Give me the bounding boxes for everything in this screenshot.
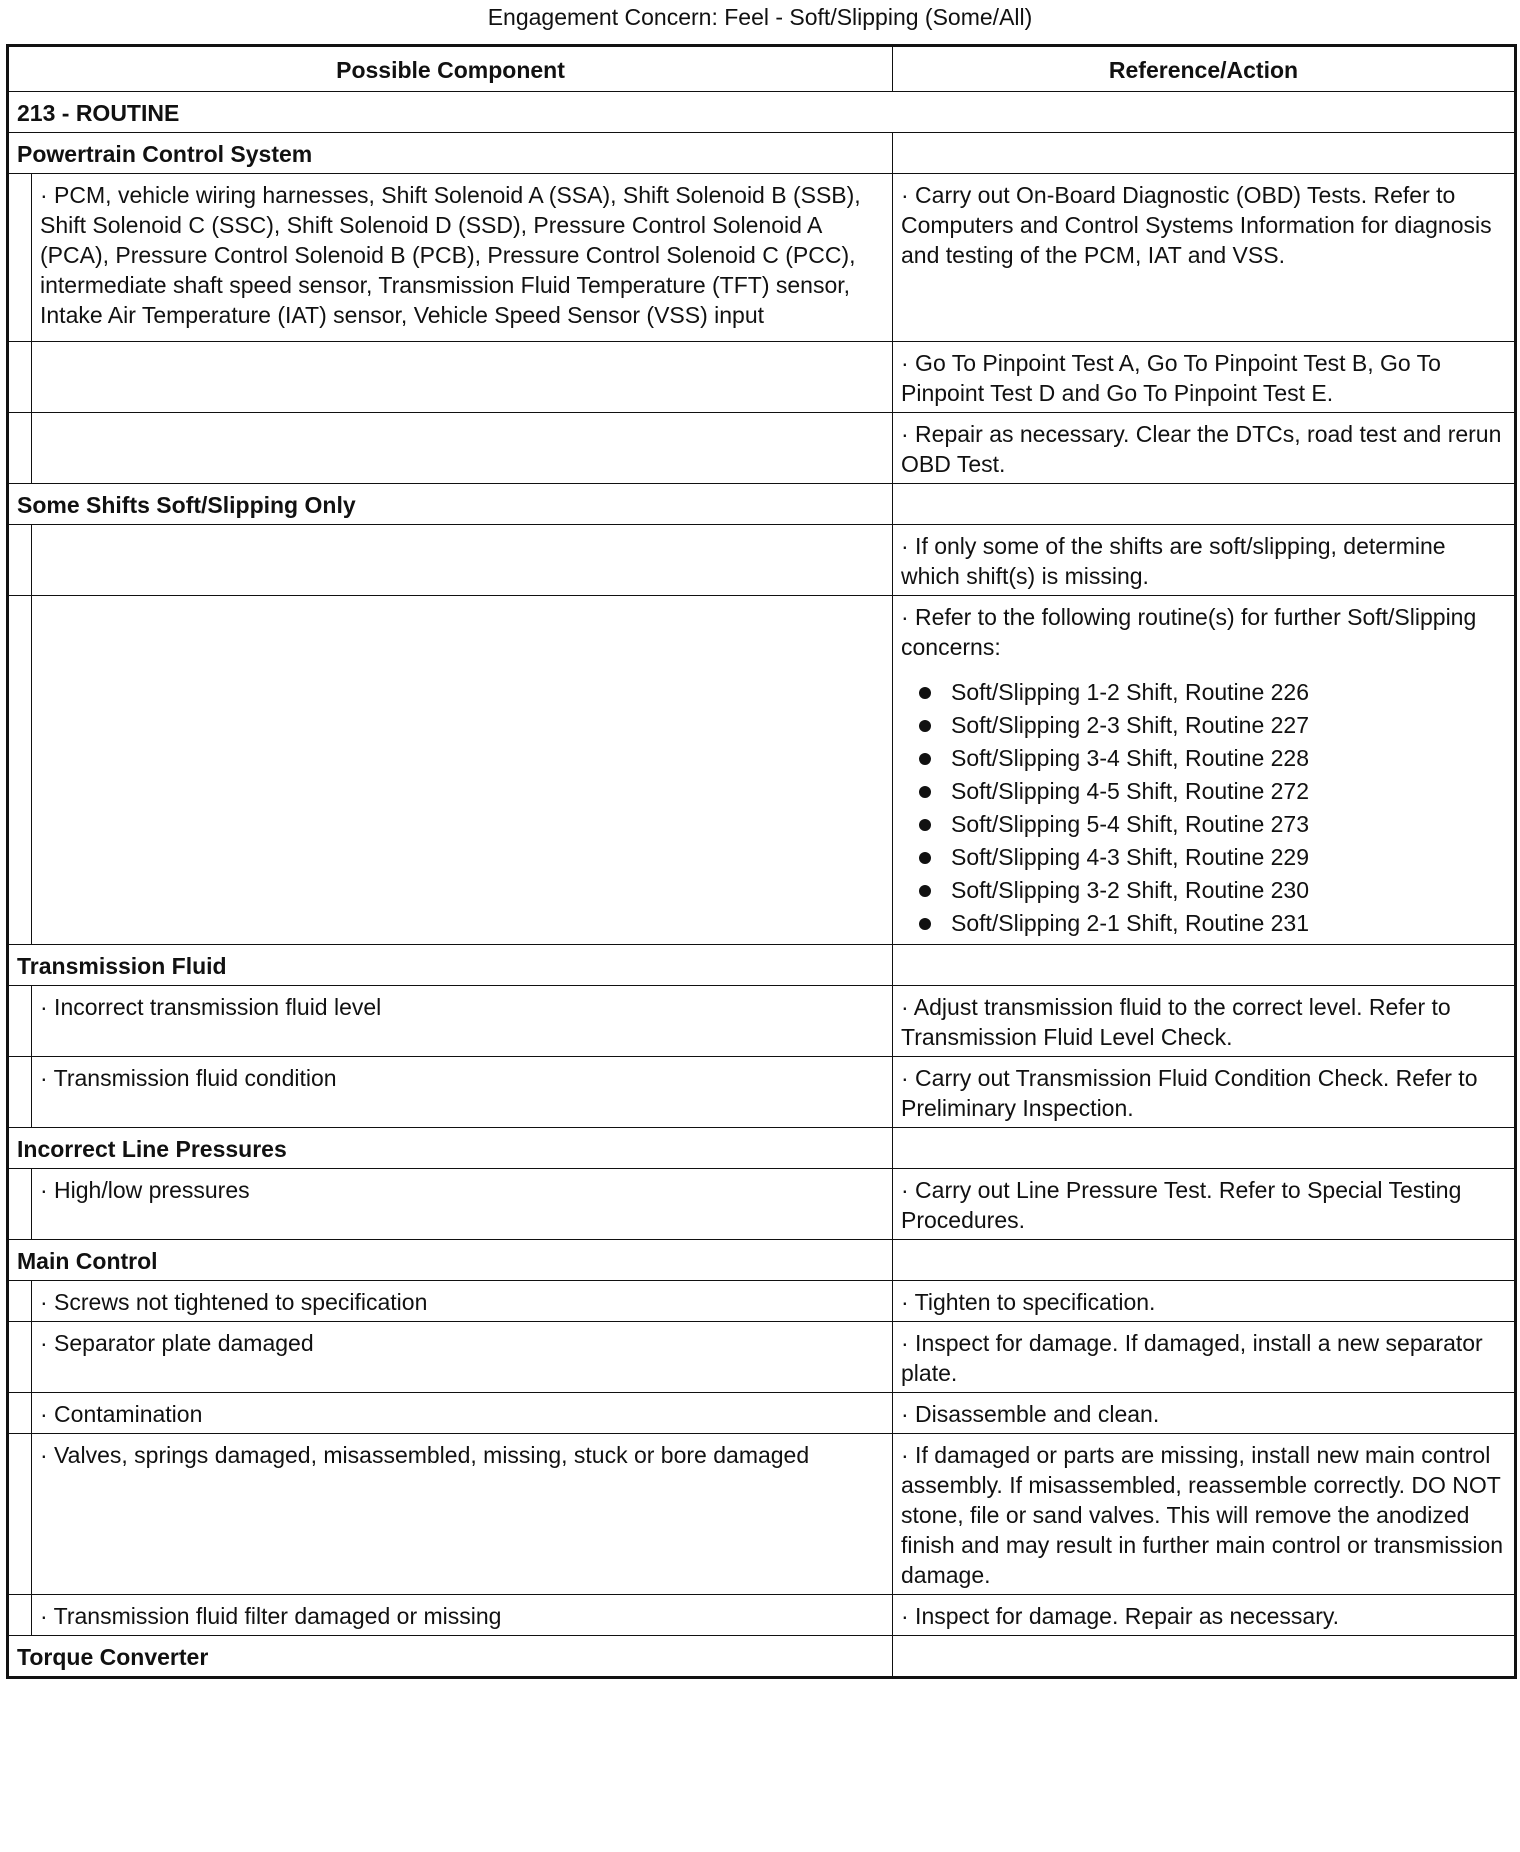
indent-cell bbox=[8, 1434, 32, 1595]
table-row bbox=[8, 342, 1516, 413]
table-row bbox=[8, 986, 1516, 1057]
list-item: Soft/Slipping 2-1 Shift, Routine 231 bbox=[915, 907, 1506, 940]
empty-cell bbox=[893, 945, 1516, 986]
indent-cell bbox=[8, 1057, 32, 1128]
bullet-icon bbox=[919, 720, 931, 732]
section-heading-fluid: Transmission Fluid bbox=[8, 945, 893, 986]
section-row bbox=[8, 1636, 1516, 1678]
empty-cell bbox=[893, 133, 1516, 174]
component-cell: · Separator plate damaged bbox=[32, 1322, 893, 1393]
bullet-icon bbox=[919, 786, 931, 798]
indent-cell bbox=[8, 413, 32, 484]
header-possible-component: Possible Component bbox=[8, 46, 893, 92]
table-row bbox=[8, 1281, 1516, 1322]
indent-cell bbox=[8, 1322, 32, 1393]
indent-cell bbox=[8, 1281, 32, 1322]
routine-number: 213 - ROUTINE bbox=[8, 92, 1516, 133]
table-row bbox=[8, 1434, 1516, 1595]
component-cell: · Transmission fluid filter damaged or missing bbox=[32, 1595, 893, 1636]
action-cell: · Carry out Transmission Fluid Condition Check. Refer to Preliminary Inspection. bbox=[893, 1057, 1516, 1128]
component-cell: · Screws not tightened to specification bbox=[32, 1281, 893, 1322]
table-row bbox=[8, 1322, 1516, 1393]
action-cell: · If damaged or parts are missing, install new main control assembly. If misassembled, reassemble correctly. DO NOT stone, file or sand valves. This will remove the anodized finish and may result in further main control or transmission damage. bbox=[893, 1434, 1516, 1595]
list-item: Soft/Slipping 2-3 Shift, Routine 227 bbox=[915, 709, 1506, 742]
indent-cell bbox=[8, 1393, 32, 1434]
table-row bbox=[8, 1057, 1516, 1128]
bullet-icon bbox=[919, 918, 931, 930]
action-cell bbox=[893, 596, 1516, 945]
action-cell: · If only some of the shifts are soft/slipping, determine which shift(s) is missing. bbox=[893, 525, 1516, 596]
table-row bbox=[8, 174, 1516, 342]
list-item: Soft/Slipping 3-2 Shift, Routine 230 bbox=[915, 874, 1506, 907]
table-row bbox=[8, 1169, 1516, 1240]
action-cell: · Tighten to specification. bbox=[893, 1281, 1516, 1322]
page-title: Engagement Concern: Feel - Soft/Slipping (Some/All) bbox=[487, 4, 1033, 30]
section-heading-torque-converter: Torque Converter bbox=[8, 1636, 893, 1678]
component-cell: · Transmission fluid condition bbox=[32, 1057, 893, 1128]
table-row bbox=[8, 525, 1516, 596]
bullet-icon bbox=[919, 819, 931, 831]
header-row bbox=[8, 46, 1516, 92]
action-cell: · Adjust transmission fluid to the correct level. Refer to Transmission Fluid Level Check. bbox=[893, 986, 1516, 1057]
indent-cell bbox=[8, 1595, 32, 1636]
empty-cell bbox=[32, 525, 893, 596]
action-cell: · Inspect for damage. If damaged, install a new separator plate. bbox=[893, 1322, 1516, 1393]
list-item: Soft/Slipping 4-5 Shift, Routine 272 bbox=[915, 775, 1506, 808]
action-cell: · Inspect for damage. Repair as necessary. bbox=[893, 1595, 1516, 1636]
empty-cell bbox=[32, 596, 893, 945]
component-cell: · High/low pressures bbox=[32, 1169, 893, 1240]
bullet-icon bbox=[919, 885, 931, 897]
indent-cell bbox=[8, 1169, 32, 1240]
action-cell: · Go To Pinpoint Test A, Go To Pinpoint Test B, Go To Pinpoint Test D and Go To Pinpoint Test E. bbox=[893, 342, 1516, 413]
list-item: Soft/Slipping 1-2 Shift, Routine 226 bbox=[915, 676, 1506, 709]
bullet-icon bbox=[919, 753, 931, 765]
routine-list bbox=[901, 676, 1506, 940]
component-cell: · Incorrect transmission fluid level bbox=[32, 986, 893, 1057]
diagnostic-table bbox=[6, 44, 1517, 1679]
component-cell: · Contamination bbox=[32, 1393, 893, 1434]
action-cell: · Repair as necessary. Clear the DTCs, road test and rerun OBD Test. bbox=[893, 413, 1516, 484]
table-row bbox=[8, 596, 1516, 945]
bullet-icon bbox=[919, 852, 931, 864]
section-heading-line-pressure: Incorrect Line Pressures bbox=[8, 1128, 893, 1169]
indent-cell bbox=[8, 342, 32, 413]
table-row bbox=[8, 1595, 1516, 1636]
empty-cell bbox=[32, 342, 893, 413]
component-cell: · Valves, springs damaged, misassembled, missing, stuck or bore damaged bbox=[32, 1434, 893, 1595]
action-cell: · Carry out On-Board Diagnostic (OBD) Tests. Refer to Computers and Control Systems Information for diagnosis and testing of the PCM, IAT and VSS. bbox=[893, 174, 1516, 342]
list-item: Soft/Slipping 4-3 Shift, Routine 229 bbox=[915, 841, 1506, 874]
section-heading-main-control: Main Control bbox=[8, 1240, 893, 1281]
indent-cell bbox=[8, 986, 32, 1057]
routine-row bbox=[8, 92, 1516, 133]
section-row bbox=[8, 484, 1516, 525]
indent-cell bbox=[8, 174, 32, 342]
empty-cell bbox=[32, 413, 893, 484]
empty-cell bbox=[893, 484, 1516, 525]
section-row bbox=[8, 1128, 1516, 1169]
list-item: Soft/Slipping 3-4 Shift, Routine 228 bbox=[915, 742, 1506, 775]
section-row bbox=[8, 133, 1516, 174]
bullet-icon bbox=[919, 687, 931, 699]
section-row bbox=[8, 1240, 1516, 1281]
section-row bbox=[8, 945, 1516, 986]
list-item: Soft/Slipping 5-4 Shift, Routine 273 bbox=[915, 808, 1506, 841]
section-heading-some-shifts: Some Shifts Soft/Slipping Only bbox=[8, 484, 893, 525]
component-cell: · PCM, vehicle wiring harnesses, Shift Solenoid A (SSA), Shift Solenoid B (SSB), Shift Solenoid C (SSC), Shift Solenoid D (SSD), Pressure Control Solenoid A (PCA), Pressure Control Solenoid B (PCB), Pressure Control Solenoid C (PCC), intermediate shaft speed sensor, Transmission Fluid Temperature (TFT) sensor, Intake Air Temperature (IAT) sensor, Vehicle Speed Sensor (VSS) input bbox=[32, 174, 893, 342]
indent-cell bbox=[8, 525, 32, 596]
action-cell: · Carry out Line Pressure Test. Refer to Special Testing Procedures. bbox=[893, 1169, 1516, 1240]
header-reference-action: Reference/Action bbox=[893, 46, 1516, 92]
section-heading-powertrain: Powertrain Control System bbox=[8, 133, 893, 174]
empty-cell bbox=[893, 1636, 1516, 1678]
action-cell: · Disassemble and clean. bbox=[893, 1393, 1516, 1434]
indent-cell bbox=[8, 596, 32, 945]
empty-cell bbox=[893, 1240, 1516, 1281]
table-row bbox=[8, 1393, 1516, 1434]
empty-cell bbox=[893, 1128, 1516, 1169]
table-row bbox=[8, 413, 1516, 484]
routines-intro: · Refer to the following routine(s) for further Soft/Slipping concerns: bbox=[901, 604, 1477, 660]
